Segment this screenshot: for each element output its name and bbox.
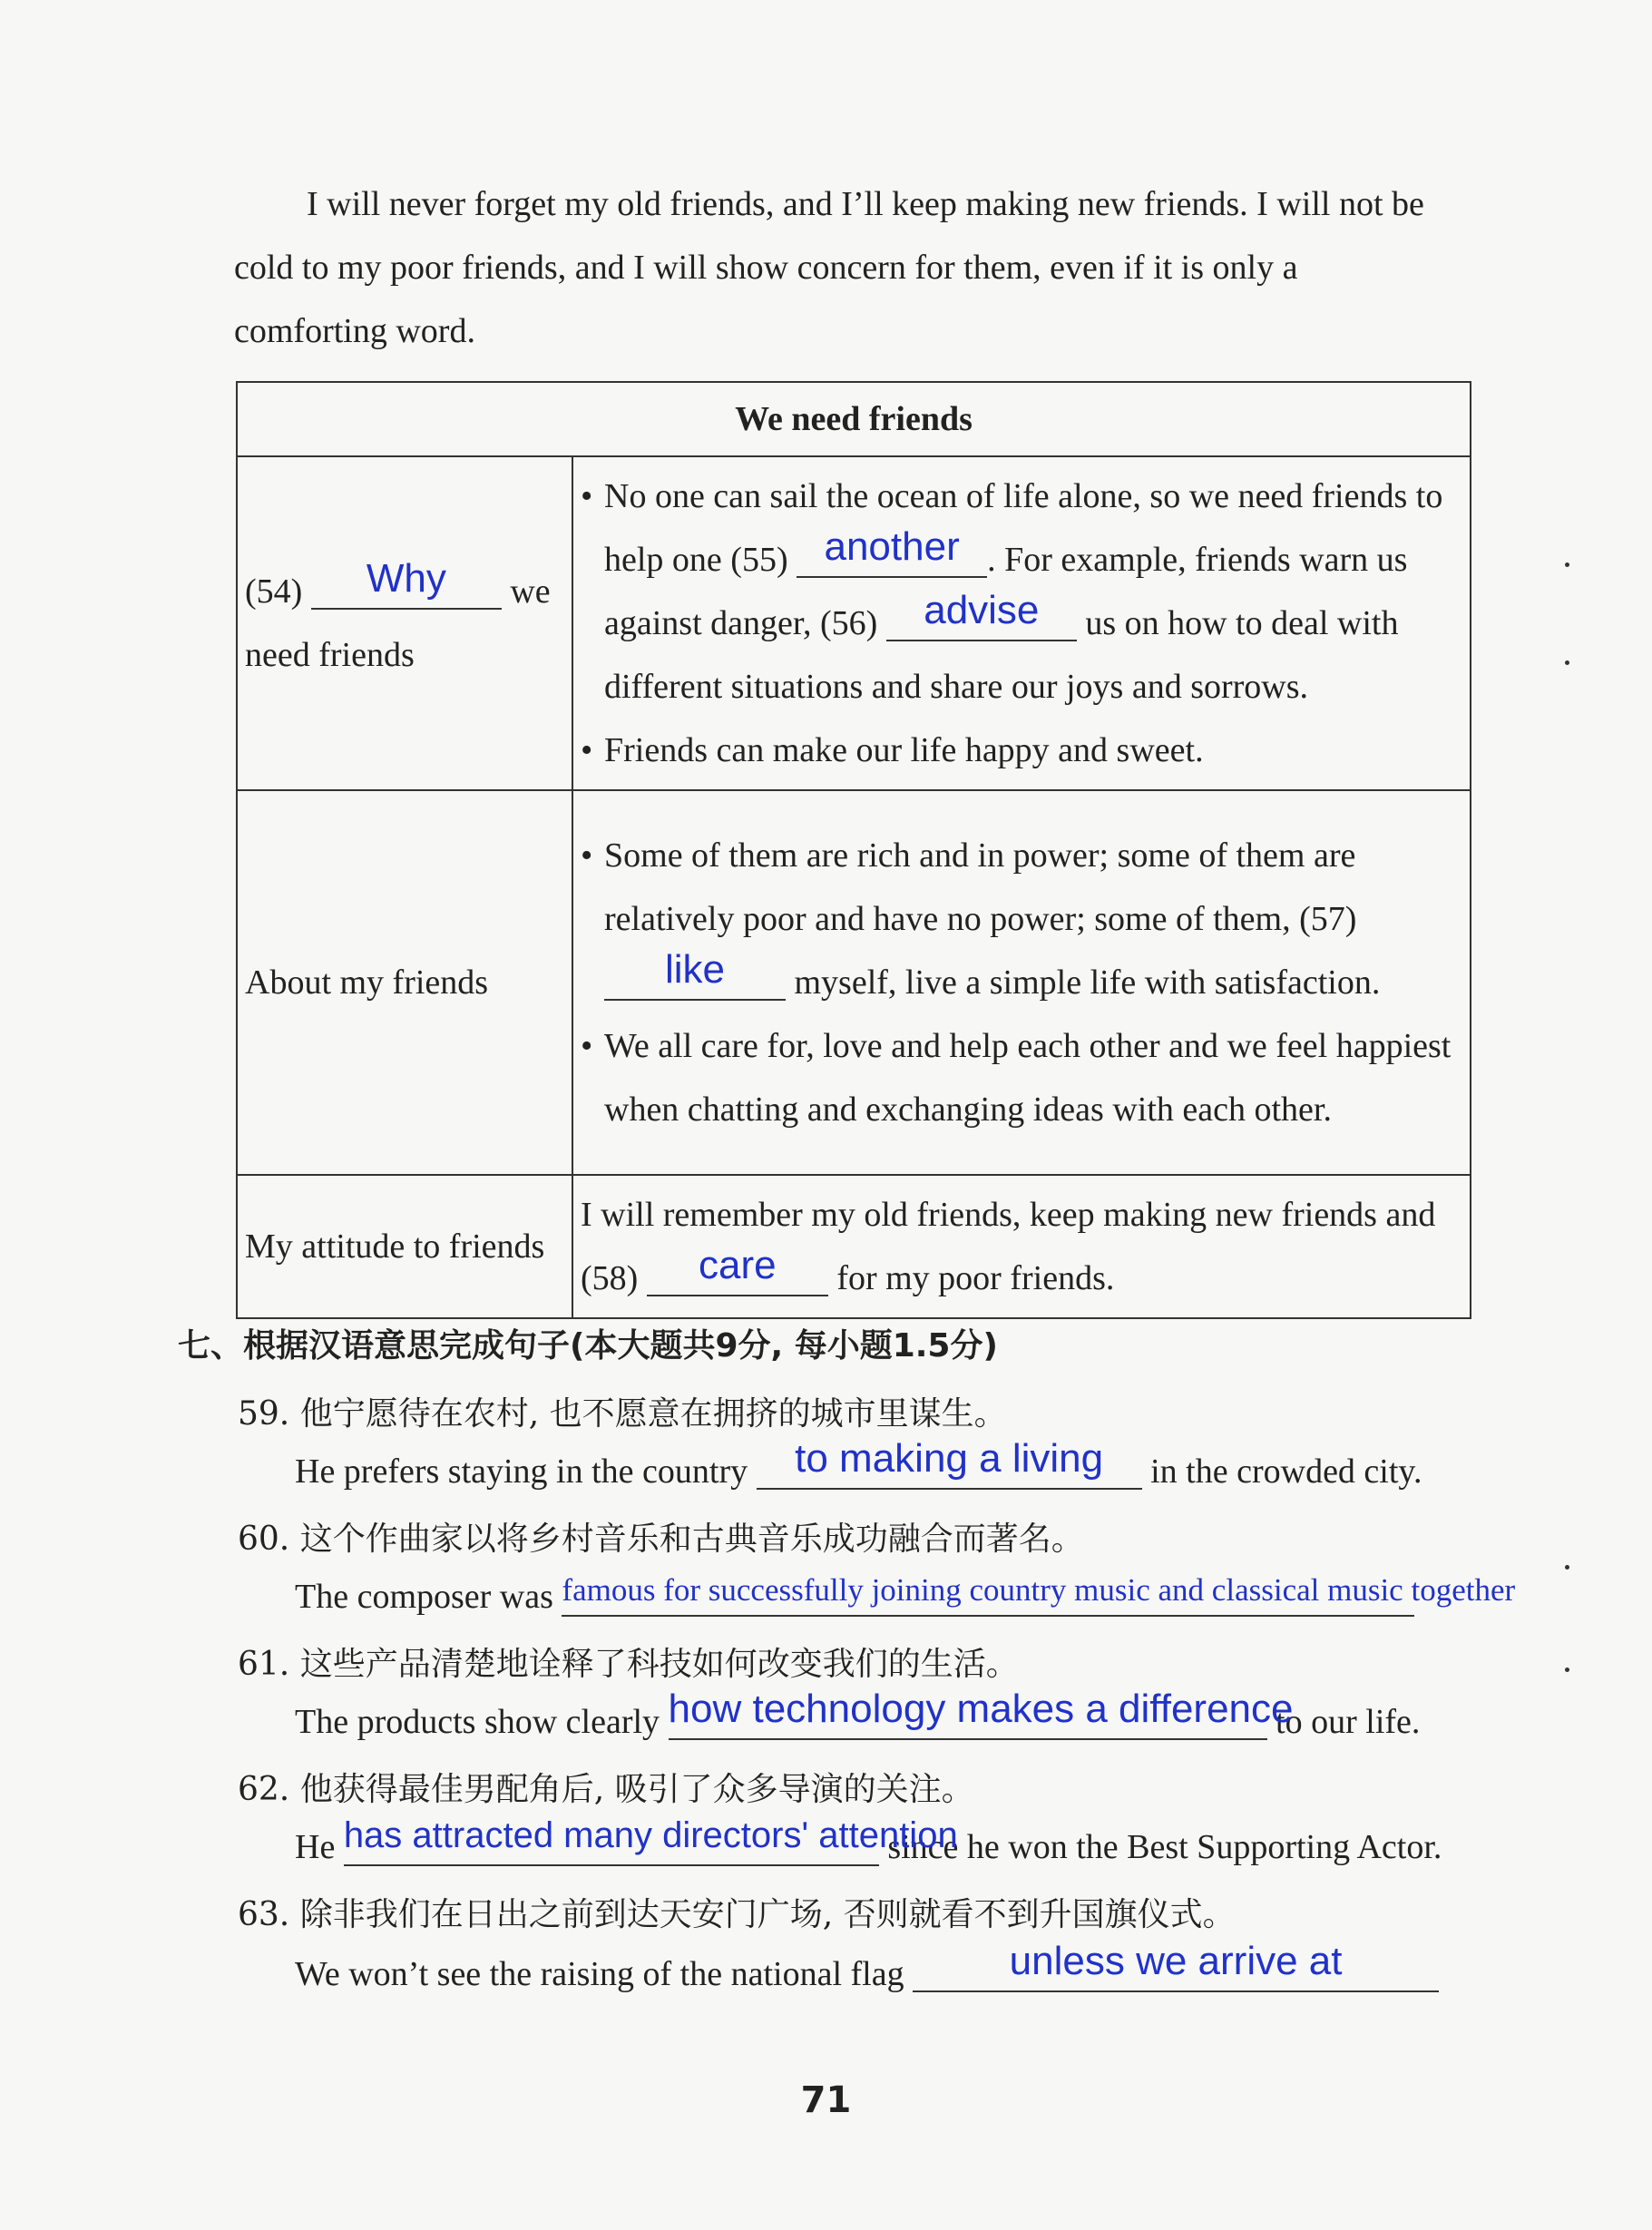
bullet-item: • We all care for, love and help each other and we feel happiest when chatting and exchanging ideas with each other.: [581, 1014, 1462, 1141]
row-attitude-label: My attitude to friends: [237, 1175, 572, 1318]
row-why-label: (54) Why we need friends: [237, 456, 572, 790]
answer-59[interactable]: to making a living: [757, 1452, 1142, 1490]
bullet-item: • No one can sail the ocean of life alone, so we need friends to help one (55) another . For example, friends warn us against danger, (56) advise us on how to deal with different situations and share our joys and sorrows.: [581, 465, 1462, 719]
intro-paragraph: I will never forget my old friends, and I’ll keep making new friends. I will not be cold to my poor friends, and I will show concern for them, even if it is only a comforting word.: [234, 185, 1424, 350]
row-why-content: [572, 456, 1471, 790]
question-61-chinese: 61. 这些产品清楚地诠释了科技如何改变我们的生活。: [238, 1646, 1019, 1683]
page-number: 71: [800, 2079, 852, 2121]
table-title: We need friends: [237, 382, 1471, 456]
margin-dot: [1565, 1668, 1569, 1672]
question-60-english: The composer was famous for successfully joining country music and classical music together: [295, 1572, 1516, 1616]
question-63-english: We won’t see the raising of the national flag unless we arrive at: [295, 1954, 1439, 1994]
section-7-title: 七、根据汉语意思完成句子(本大题共9分, 每小题1.5分): [178, 1327, 998, 1364]
blank-58[interactable]: care: [647, 1258, 828, 1296]
answer-62[interactable]: has attracted many directors' attention: [344, 1828, 879, 1866]
blank-57[interactable]: like: [604, 963, 786, 1001]
row-about-label: About my friends: [237, 790, 572, 1175]
margin-dot: [1565, 1565, 1569, 1570]
question-60-chinese: 60. 这个作曲家以将乡村音乐和古典音乐成功融合而著名。: [238, 1521, 1084, 1558]
row-attitude-content: I will remember my old friends, keep making new friends and (58) care for my poor friends.: [572, 1175, 1471, 1318]
blank-56[interactable]: advise: [886, 603, 1077, 641]
margin-dot: [1565, 562, 1569, 567]
question-59-chinese: 59. 他宁愿待在农村, 也不愿意在拥挤的城市里谋生。: [238, 1395, 1007, 1433]
answer-61[interactable]: how technology makes a difference: [669, 1702, 1267, 1740]
bullet-item: • Some of them are rich and in power; some of them are relatively poor and have no power; some of them, (57) like myself, live a simple life with satisfaction.: [581, 824, 1462, 1014]
question-62-chinese: 62. 他获得最佳男配角后, 吸引了众多导演的关注。: [238, 1771, 974, 1808]
answer-60[interactable]: famous for successfully joining country music and classical music together: [562, 1579, 1414, 1617]
blank-54[interactable]: Why: [311, 572, 502, 610]
we-need-friends-table: [236, 381, 1471, 1319]
margin-dot: [1565, 660, 1569, 665]
bullet-item: • Friends can make our life happy and sweet.: [581, 719, 1462, 782]
question-62-english: He has attracted many directors' attention since he won the Best Supporting Actor.: [295, 1815, 1442, 1866]
row-about-content: [572, 790, 1471, 1175]
blank-55[interactable]: another: [797, 540, 987, 578]
question-59-english: He prefers staying in the country to making a living in the crowded city.: [295, 1436, 1422, 1491]
question-61-english: The products show clearly how technology makes a difference to our life.: [295, 1687, 1421, 1741]
answer-63[interactable]: unless we arrive at: [913, 1954, 1439, 1992]
question-63-chinese: 63. 除非我们在日出之前到达天安门广场, 否则就看不到升国旗仪式。: [238, 1896, 1236, 1933]
